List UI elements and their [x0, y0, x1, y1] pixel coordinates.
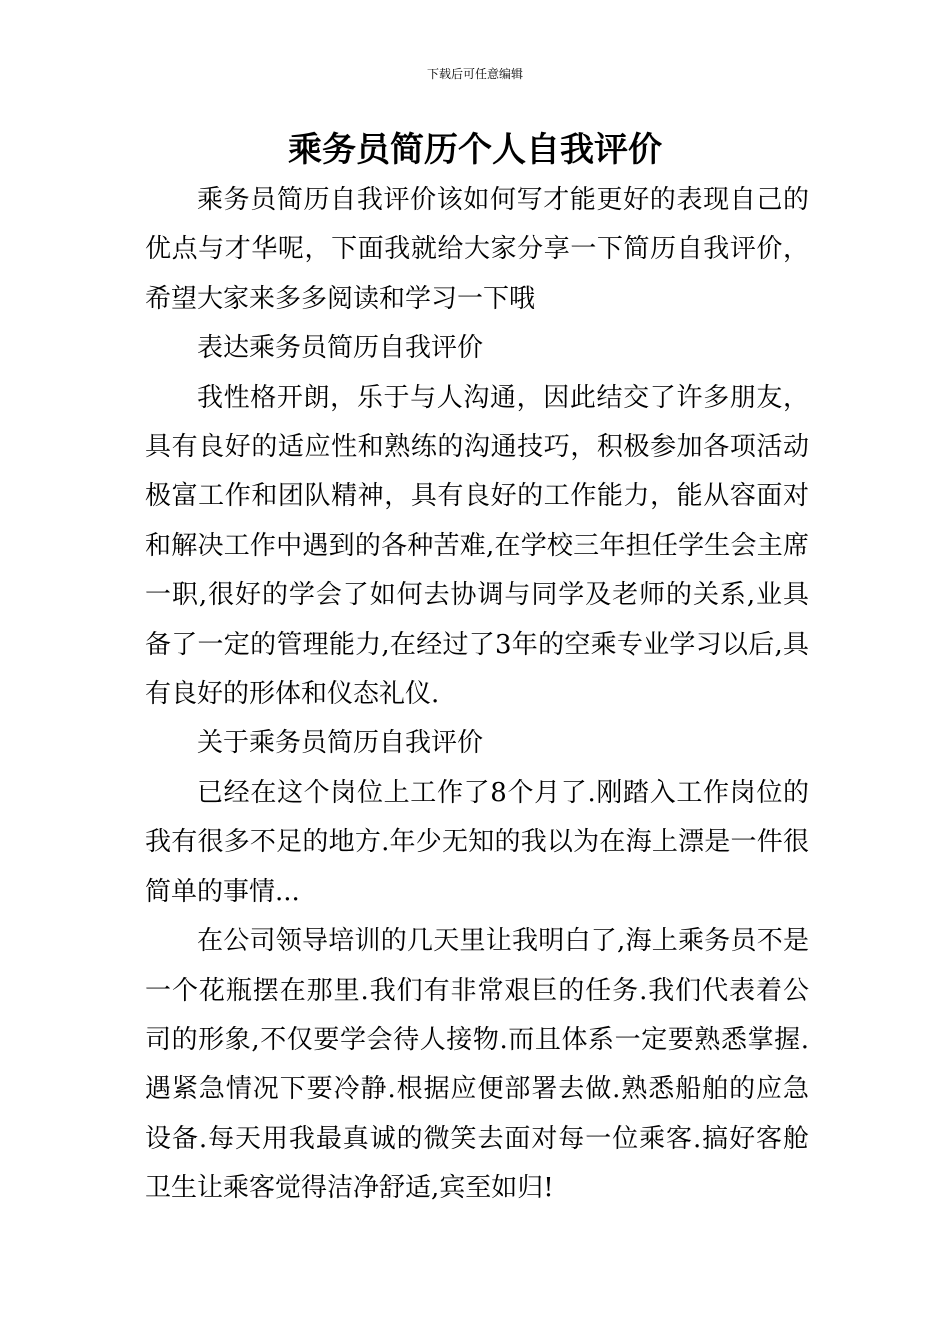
header-note: 下载后可任意编辑 [426, 67, 523, 81]
work-experience-paragraph: 已经在这个岗位上工作了8个月了.刚踏入工作岗位的我有很多不足的地方.年少无知的我以为在海上漂是一件很简单的事情... [145, 777, 809, 907]
training-paragraph: 在公司领导培训的几天里让我明白了,海上乘务员不是一个花瓶摆在那里.我们有非常艰巨的任务.我们代表着公司的形象,不仅要学会待人接物.而且体系一定要熟悉掌握.遇紧急情况下要冷静.根据应便部署去做.熟悉船舶的应急设备.每天用我最真诚的微笑去面对每一位乘客.搞好客舱卫生让乘客觉得洁净舒适,宾至如归! [145, 926, 809, 1204]
intro-paragraph: 乘务员简历自我评价该如何写才能更好的表现自己的优点与才华呢，下面我就给大家分享一下简历自我评价，希望大家来多多阅读和学习一下哦 [145, 185, 809, 314]
section-heading-about: 关于乘务员简历自我评价 [197, 728, 484, 759]
document-body [145, 176, 809, 1214]
self-evaluation-paragraph: 我性格开朗，乐于与人沟通，因此结交了许多朋友，具有良好的适应性和熟练的沟通技巧，积极参加各项活动极富工作和团队精神，具有良好的工作能力，能从容面对和解决工作中遇到的各种苦难,在学校三年担任学生会主席一职,很好的学会了如何去协调与同学及老师的关系,业具备了一定的管理能力,在经过了3年的空乘专业学习以后,具有良好的形体和仪态礼仪. [145, 382, 809, 710]
page-title: 乘务员简历个人自我评价 [288, 130, 662, 170]
section-heading-express: 表达乘务员简历自我评价 [197, 333, 484, 364]
